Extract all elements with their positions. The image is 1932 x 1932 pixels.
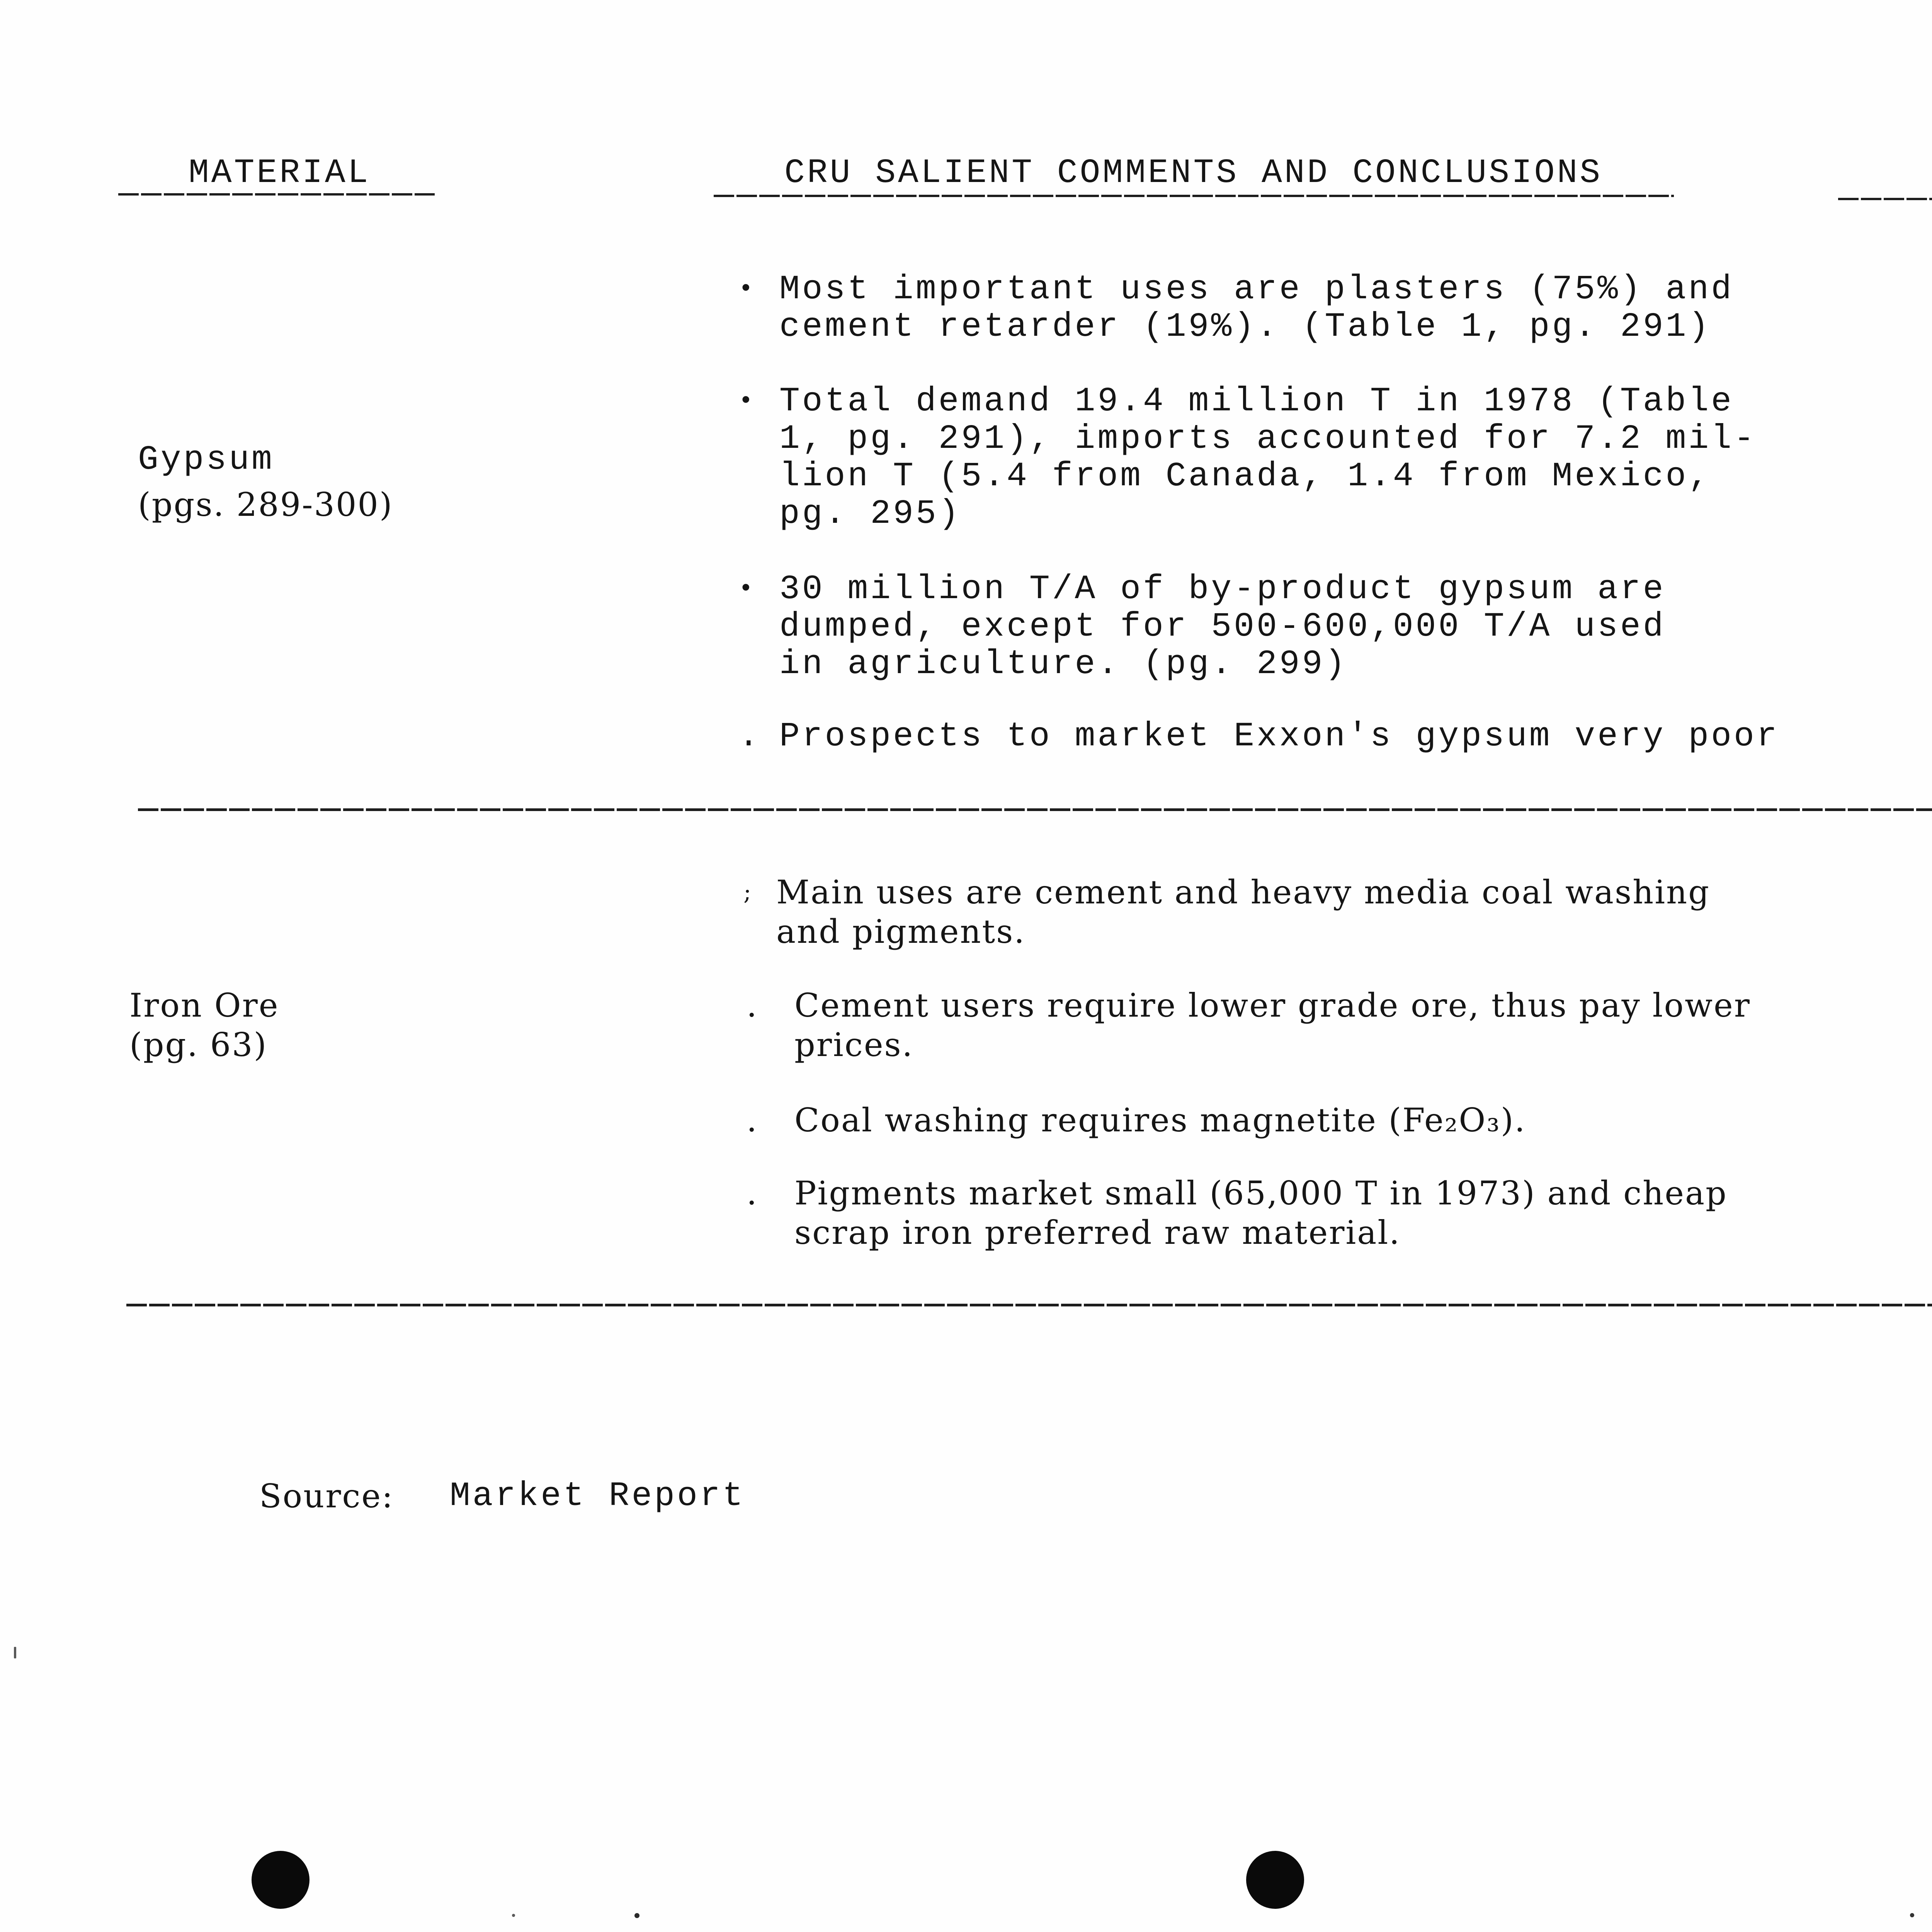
text-line: dumped, except for 500-600,000 T/A used [779, 608, 1666, 646]
bullet-marker: . [747, 1101, 758, 1139]
row-divider [138, 808, 1932, 811]
material-name: Iron Ore [129, 986, 279, 1024]
text-line: Total demand 19.4 million T in 1978 (Table [779, 383, 1734, 421]
text-line: in agriculture. (pg. 299) [779, 645, 1348, 684]
column-header-material: MATERIAL [189, 154, 371, 192]
point-text [779, 718, 1779, 755]
point-text [779, 571, 1666, 683]
bullet-marker: • [738, 276, 756, 303]
bullet-marker: • [738, 388, 756, 415]
material-name: Gypsum [138, 441, 274, 479]
text-line: 1, pg. 291), imports accounted for 7.2 mil- [779, 420, 1757, 458]
scan-speck [512, 1914, 515, 1917]
row-divider [126, 1304, 1932, 1306]
point-text [779, 383, 1757, 533]
text-line: and pigments. [776, 913, 1026, 951]
header-underline [118, 193, 435, 196]
bullet-marker: ; [743, 879, 753, 906]
punch-hole [252, 1851, 310, 1909]
scan-speck [14, 1647, 16, 1658]
bullet-marker: . [738, 718, 761, 756]
text-line: cement retarder (19%). (Table 1, pg. 291) [779, 308, 1711, 346]
text-line: Pigments market small (65,000 T in 1973) and cheap [794, 1174, 1728, 1212]
point-text [776, 872, 1710, 951]
scan-speck [1910, 1913, 1914, 1917]
material-page-reference: (pg. 63) [129, 1026, 268, 1064]
bullet-marker: . [747, 1174, 758, 1212]
text-line: 30 million T/A of by-product gypsum are [779, 570, 1666, 609]
bullet-marker: • [738, 575, 756, 603]
source-value: Market Report [450, 1477, 745, 1515]
text-line: lion T (5.4 from Canada, 1.4 from Mexico, [779, 457, 1711, 496]
punch-hole [1246, 1851, 1304, 1909]
column-header-conclusions: CRU SALIENT COMMENTS AND CONCLUSIONS [784, 154, 1603, 192]
text-line: Main uses are cement and heavy media coal washing [776, 873, 1710, 911]
point-text [794, 1173, 1728, 1252]
text-line: Most important uses are plasters (75%) and [779, 270, 1734, 309]
bullet-marker: . [747, 986, 758, 1024]
text-line: prices. [794, 1026, 914, 1064]
point-text [794, 986, 1751, 1065]
scan-speck [634, 1913, 639, 1918]
point-text [779, 271, 1734, 346]
point-text [794, 1100, 1526, 1140]
text-line: Coal washing requires magnetite (Fe₂O₃). [794, 1101, 1526, 1139]
text-line: Cement users require lower grade ore, thus pay lower [794, 986, 1751, 1024]
header-underline [714, 195, 1674, 197]
material-page-reference: (pgs. 289-300) [138, 486, 393, 524]
text-line: scrap iron preferred raw material. [794, 1214, 1401, 1252]
text-line: Prospects to market Exxon's gypsum very poor [779, 718, 1779, 756]
source-label: Source: [259, 1477, 394, 1515]
header-underline [1838, 198, 1932, 200]
text-line: pg. 295) [779, 495, 961, 533]
